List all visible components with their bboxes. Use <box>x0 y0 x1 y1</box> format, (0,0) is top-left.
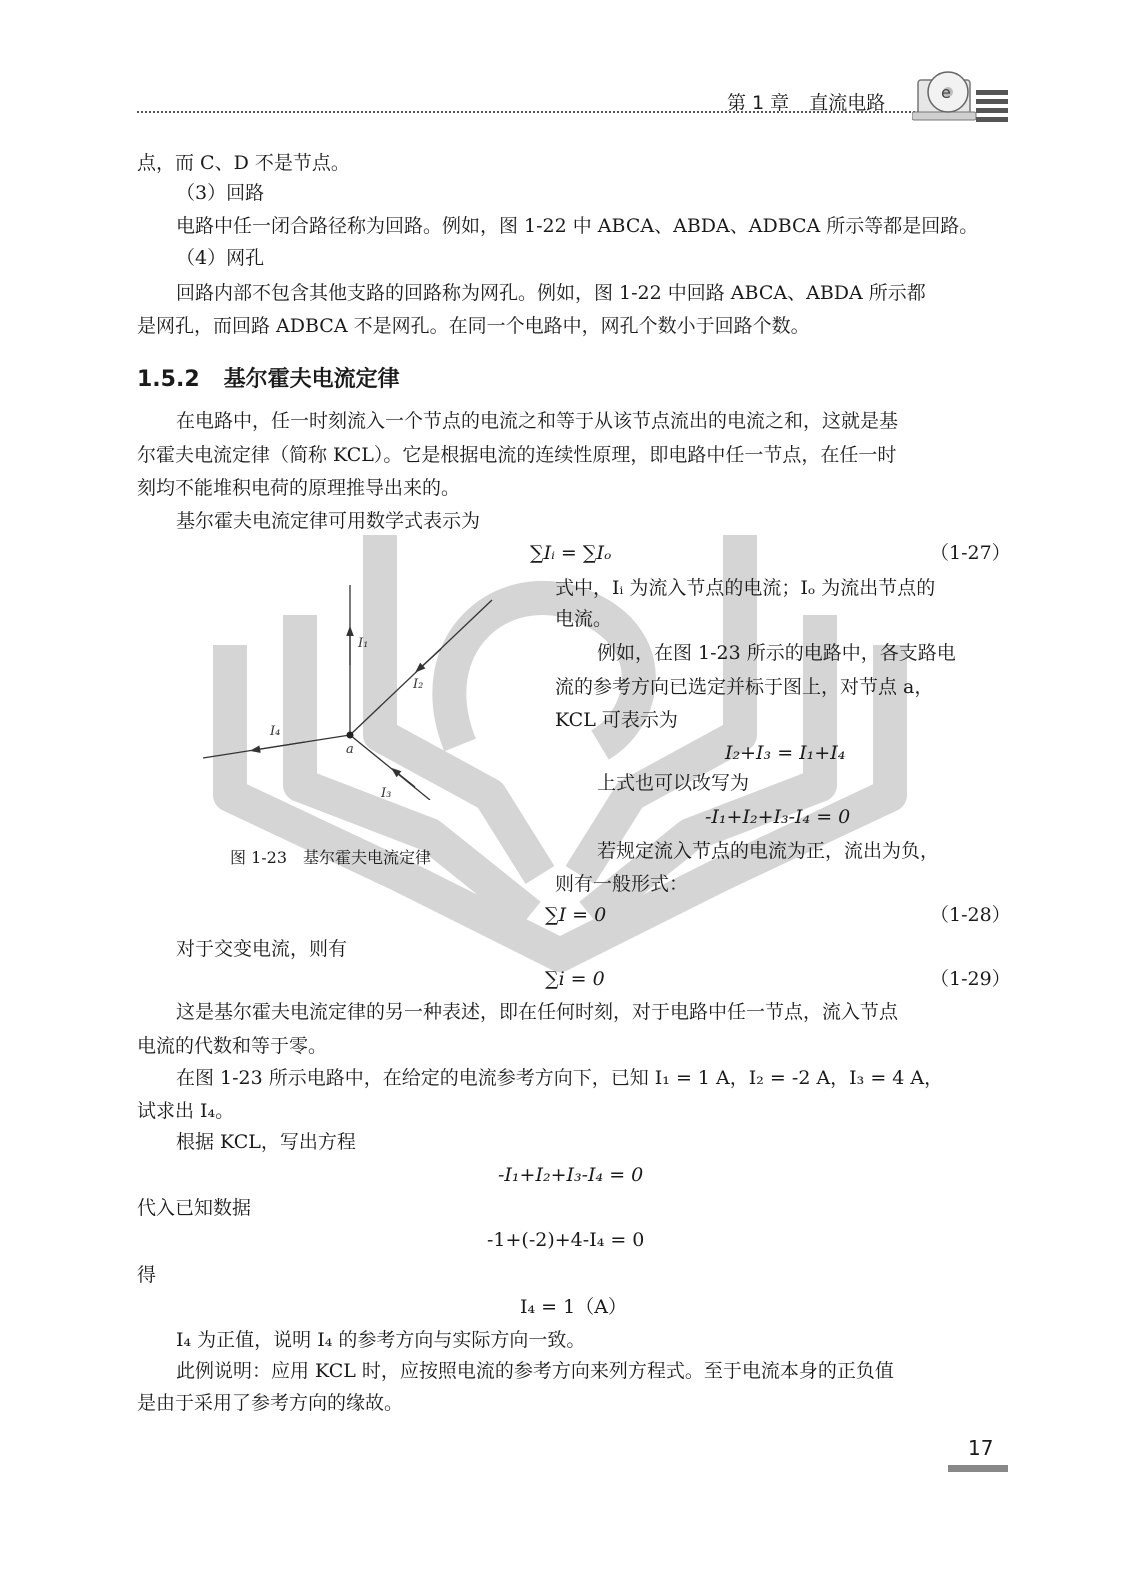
text-line: 在图 1-23 所示电路中，在给定的电流参考方向下，已知 I₁ = 1 A，I₂ = -2 A，I₃ = 4 A， <box>176 1067 944 1089</box>
text-line: 点，而 C、D 不是节点。 <box>137 152 350 174</box>
equation-number: （1-28） <box>930 904 1011 926</box>
text-line: 例如，在图 1-23 所示的电路中，各支路电 <box>597 642 956 664</box>
page-number-bar <box>948 1465 1008 1472</box>
page-number: 17 <box>968 1436 994 1460</box>
equation-number: （1-27） <box>930 542 1011 564</box>
text-line: 代入已知数据 <box>137 1197 252 1219</box>
equation: I₄ = 1（A） <box>520 1296 627 1318</box>
equation: -1+(-2)+4-I₄ = 0 <box>487 1229 645 1251</box>
label-i4: I₄ <box>270 724 281 739</box>
chapter-number: 第 1 章 <box>727 92 790 114</box>
text-line: 尔霍夫电流定律（简称 KCL）。它是根据电流的连续性原理，即电路中任一节点，在任一时 <box>137 444 897 466</box>
text-line: 在电路中，任一时刻流入一个节点的电流之和等于从该节点流出的电流之和，这就是基 <box>176 410 899 432</box>
text-line: 基尔霍夫电流定律可用数学式表示为 <box>176 510 481 532</box>
arrow-i2 <box>419 649 441 669</box>
text-line: 对于交变电流，则有 <box>176 938 348 960</box>
text-line: 回路内部不包含其他支路的回路称为网孔。例如，图 1-22 中回路 ABCA、ABDA 所示都 <box>176 282 926 304</box>
section-title: 基尔霍夫电流定律 <box>223 367 400 392</box>
text-line: 上式也可以改写为 <box>597 772 750 794</box>
text-line: 是网孔，而回路 ADBCA 不是网孔。在同一个电路中，网孔个数小于回路个数。 <box>137 315 810 337</box>
equation: -I₁+I₂+I₃-I₄ = 0 <box>705 806 851 828</box>
text-line: 这是基尔霍夫电流定律的另一种表述，即在任何时刻，对于电路中任一节点，流入节点 <box>176 1001 899 1023</box>
figure-caption: 图 1-23 基尔霍夫电流定律 <box>230 848 432 867</box>
kcl-node-figure <box>195 585 515 800</box>
arrow-i4 <box>255 742 305 750</box>
text-line: 试求出 I₄。 <box>137 1100 235 1122</box>
label-i3: I₃ <box>381 786 392 800</box>
chapter-title: 直流电路 <box>809 92 886 114</box>
text-line: 则有一般形式： <box>555 873 689 895</box>
text-line: 得 <box>137 1264 157 1286</box>
text-line: 若规定流入节点的电流为正，流出为负， <box>597 840 940 862</box>
label-i2: I₂ <box>413 677 424 692</box>
svg-text:e: e <box>941 83 951 102</box>
arrow-i3 <box>395 771 415 787</box>
label-node-a: a <box>346 742 354 757</box>
node-a-dot <box>347 732 354 739</box>
text-line: 式中，Iᵢ 为流入节点的电流；Iₒ 为流出节点的 <box>555 577 936 599</box>
text-line: 电路中任一闭合路径称为回路。例如，图 1-22 中 ABCA、ABDA、ADBCA 所示等都是回路。 <box>176 215 979 237</box>
equation-1-29: ∑i = 0 <box>545 968 605 990</box>
equation-1-27: ∑Iᵢ = ∑Iₒ <box>530 542 612 564</box>
subheading-mesh: （4）网孔 <box>176 247 265 269</box>
laptop-disc-icon <box>912 62 1012 132</box>
text-line: KCL 可表示为 <box>555 709 678 731</box>
equation: -I₁+I₂+I₃-I₄ = 0 <box>498 1164 644 1186</box>
equation-1-28: ∑I = 0 <box>545 904 607 926</box>
text-line: 电流的代数和等于零。 <box>137 1035 328 1057</box>
text-line: 刻均不能堆积电荷的原理推导出来的。 <box>137 477 461 499</box>
text-line: 电流。 <box>555 608 613 630</box>
label-i1: I₁ <box>358 636 369 651</box>
text-line: 流的参考方向已选定并标于图上，对节点 a， <box>555 676 934 698</box>
text-line: I₄ 为正值，说明 I₄ 的参考方向与实际方向一致。 <box>176 1329 586 1351</box>
subheading-loop: （3）回路 <box>176 182 265 204</box>
text-line: 根据 KCL，写出方程 <box>176 1131 356 1153</box>
equation: I₂+I₃ = I₁+I₄ <box>725 742 846 764</box>
section-number: 1.5.2 <box>137 367 200 392</box>
section-heading <box>137 362 400 393</box>
text-line: 是由于采用了参考方向的缘故。 <box>137 1392 404 1414</box>
text-line: 此例说明：应用 KCL 时，应按照电流的参考方向来列方程式。至于电流本身的正负值 <box>176 1360 894 1382</box>
header-divider <box>137 111 927 113</box>
equation-number: （1-29） <box>930 968 1011 990</box>
